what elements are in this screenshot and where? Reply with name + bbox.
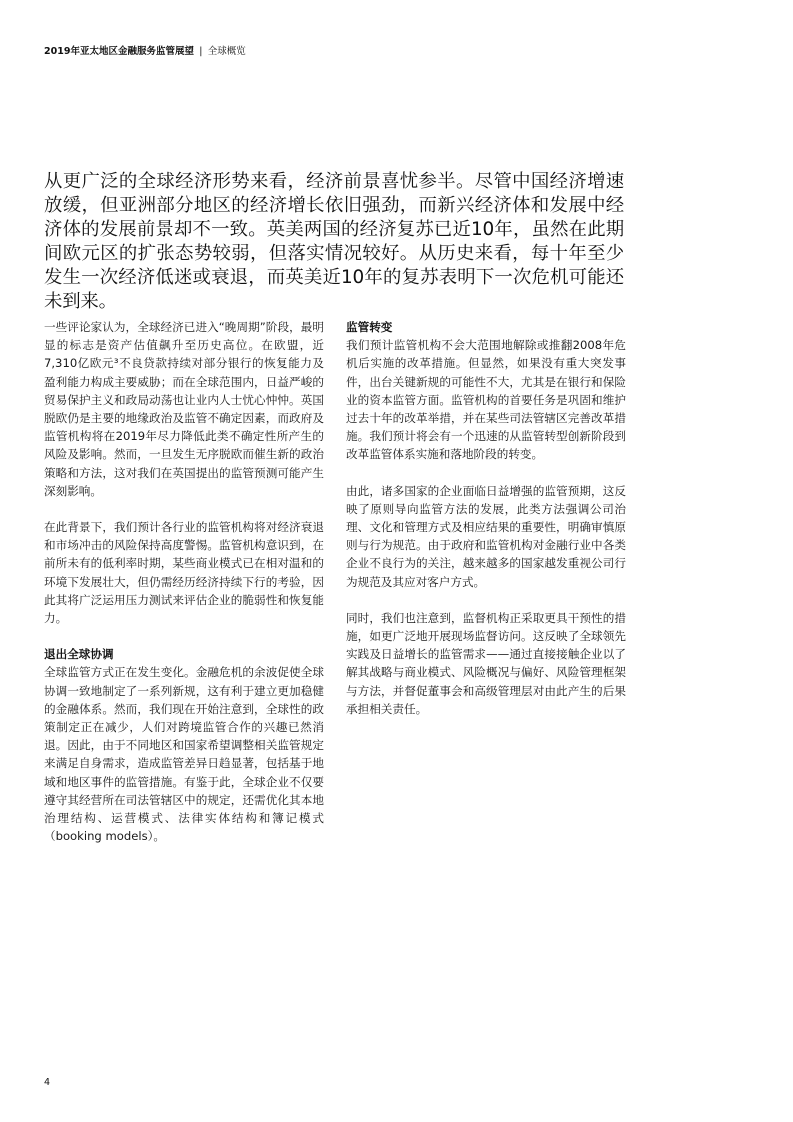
heading-regulatory-shift: 监管转变 [346,320,393,334]
left-paragraph-1: 一些评论家认为，全球经济已进入“晚周期”阶段，最明显的标志是资产估值飙升至历史高位。在欧盟，近7,310亿欧元³不良贷款持续对部分银行的恢复能力及盈利能力构成主要威胁；而在全球范围内，日益严峻的贸易保护主义和政局动荡也让业内人士忧心忡忡。英国脱欧仍是主要的地缘政治及监管不确定因素，而政府及监管机构将在2019年尽力降低此类不确定性所产生的风险及影响。然而，一旦发生无序脱欧而催生新的政治策略和方法，这对我们在英国提出的监管预测可能产生深刻影响。 [44,320,324,498]
heading-exit-global-coordination: 退出全球协调 [44,647,114,662]
right-paragraph-2: 由此，诸多国家的企业面临日益增强的监管预期，这反映了原则导向监管方法的发展，此类方法强调公司治理、文化和管理方式及相应结果的重要性，明确审慎原则与行为规范。由于政府和监管机构对金融行业中各类企业不良行为的关注，越来越多的国家越发重视公司行为规范及其应对客户方式。 [346,483,626,589]
right-column [346,318,626,736]
lead-paragraph: 从更广泛的全球经济形势来看，经济前景喜忧参半。尽管中国经济增速放缓，但亚洲部分地区的经济增长依旧强劲，而新兴经济体和发展中经济体的发展前景却不一致。英美两国的经济复苏已近10年，虽然在此期间欧元区的扩张态势较弱，但落实情况较好。从历史来看，每十年至少发生一次经济低迷或衰退，而英美近10年的复苏表明下一次危机可能还未到来。 [44,171,624,312]
left-column [44,318,324,863]
running-header [44,43,246,57]
header-separator: | [199,46,203,57]
right-paragraph-3: 同时，我们也注意到，监督机构正采取更具干预性的措施，如更广泛地开展现场监督访问。这反映了全球领先实践及日益增长的监管需求——通过直接接触企业以了解其战略与商业模式、风险概况与偏好、风险管理框架与方法，并督促董事会和高级管理层对由此产生的后果承担相关责任。 [346,610,626,716]
right-paragraph-1: 我们预计监管机构不会大范围地解除或推翻2008年危机后实施的改革措施。但显然，如果没有重大突发事件，出台关键新规的可能性不大，尤其是在银行和保险业的资本监管方面。监管机构的首要任务是巩固和维护过去十年的改革举措，并在某些司法管辖区完善改革措施。我们预计将会有一个迅速的从监管转型创新阶段到改革监管体系实施和落地阶段的转变。 [346,338,626,462]
left-paragraph-3: 全球监管方式正在发生变化。金融危机的余波促使全球协调一致地制定了一系列新规，这有利于建立更加稳健的金融体系。然而，我们现在开始注意到，全球性的政策制定正在减少，人们对跨境监管合作的兴趣已然消退。因此，由于不同地区和国家希望调整相关监管规定来满足自身需求，造成监管差异日趋显著，包括基于地域和地区事件的监管措施。有鉴于此，全球企业不仅要遵守其经营所在司法管辖区中的规定，还需优化其本地治理结构、运营模式、法律实体结构和簿记模式（booking models）。 [44,665,324,844]
page-number: 4 [44,1077,51,1088]
left-paragraph-2: 在此背景下，我们预计各行业的监管机构将对经济衰退和市场冲击的风险保持高度警惕。监管机构意识到，在前所未有的低利率时期，某些商业模式已在相对温和的环境下发展壮大，但仍需经历经济持续下行的考验，因此其将广泛运用压力测试来评估企业的脆弱性和恢复能力。 [44,520,324,626]
report-title: 2019年亚太地区金融服务监管展望 [44,46,194,57]
section-name: 全球概览 [207,46,246,57]
